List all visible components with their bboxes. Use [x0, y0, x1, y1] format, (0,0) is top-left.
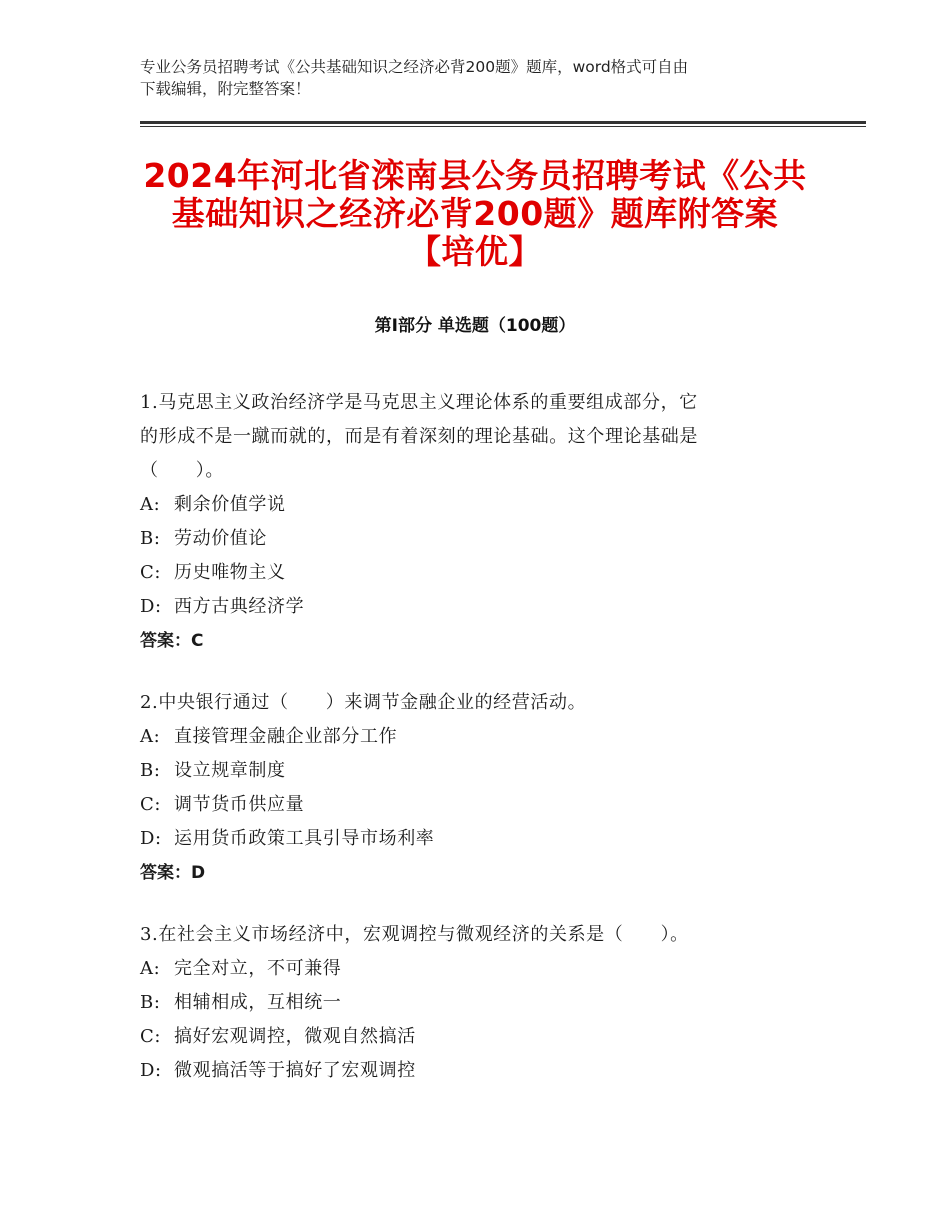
question-1-answer: 答案：C	[140, 631, 204, 651]
option-text: 设立规章制度	[174, 760, 286, 781]
question-2-answer: 答案：D	[140, 863, 206, 883]
question-2-option-b	[140, 754, 810, 788]
question-1-option-c	[140, 556, 810, 590]
question-3-option-b	[140, 986, 810, 1020]
option-text: 西方古典经济学	[174, 596, 305, 617]
question-2-option-c	[140, 788, 810, 822]
question-3-stem-line-1: 3.在社会主义市场经济中，宏观调控与微观经济的关系是（ ）。	[140, 924, 689, 945]
option-text: 剩余价值学说	[174, 494, 286, 515]
question-2-stem-line-1: 2.中央银行通过（ ）来调节金融企业的经营活动。	[140, 692, 587, 713]
option-letter: C:	[140, 562, 162, 583]
document-title-line-1: 2024年河北省滦南县公务员招聘考试《公共	[143, 156, 807, 195]
question-1	[140, 386, 810, 658]
option-letter: A:	[140, 494, 161, 515]
header-note-line-2: 下载编辑，附完整答案！	[140, 80, 311, 98]
header-note	[140, 56, 820, 100]
question-1-stem-line-1: 1.马克思主义政治经济学是马克思主义理论体系的重要组成部分，它	[140, 392, 698, 413]
question-3-option-c	[140, 1020, 810, 1054]
option-letter: C:	[140, 794, 162, 815]
option-letter: D:	[140, 1060, 162, 1081]
question-1-option-d	[140, 590, 810, 624]
question-2-option-a	[140, 720, 810, 754]
option-letter: A:	[140, 726, 161, 747]
option-letter: A:	[140, 958, 161, 979]
option-text: 调节货币供应量	[174, 794, 305, 815]
question-3-option-a	[140, 952, 810, 986]
option-letter: D:	[140, 828, 162, 849]
option-letter: D:	[140, 596, 162, 617]
option-letter: C:	[140, 1026, 162, 1047]
question-1-stem-line-2: 的形成不是一蹴而就的，而是有着深刻的理论基础。这个理论基础是	[140, 426, 698, 447]
option-text: 相辅相成，互相统一	[174, 992, 342, 1013]
question-1-stem-line-3: （ ）。	[140, 460, 224, 481]
question-list	[140, 386, 810, 1116]
question-3-option-d	[140, 1054, 810, 1088]
question-3	[140, 918, 810, 1088]
question-2-option-d	[140, 822, 810, 856]
question-1-option-b	[140, 522, 810, 556]
option-letter: B:	[140, 528, 161, 549]
option-text: 历史唯物主义	[174, 562, 286, 583]
option-text: 直接管理金融企业部分工作	[174, 726, 398, 747]
question-1-option-a	[140, 488, 810, 522]
option-text: 微观搞活等于搞好了宏观调控	[174, 1060, 416, 1081]
option-letter: B:	[140, 760, 161, 781]
section-title: 第Ⅰ部分 单选题（100题）	[374, 316, 576, 336]
document-title-line-2: 基础知识之经济必背200题》题库附答案	[171, 194, 779, 233]
document-title-line-3: 【培优】	[408, 232, 542, 271]
header-note-line-1: 专业公务员招聘考试《公共基础知识之经济必背200题》题库，word格式可自由	[140, 58, 689, 76]
option-text: 搞好宏观调控，微观自然搞活	[174, 1026, 416, 1047]
option-letter: B:	[140, 992, 161, 1013]
option-text: 完全对立，不可兼得	[174, 958, 342, 979]
document-title	[100, 157, 850, 271]
header-divider-thick	[140, 121, 866, 124]
option-text: 运用货币政策工具引导市场利率	[174, 828, 435, 849]
header-divider-thin	[140, 126, 866, 127]
question-2	[140, 686, 810, 890]
option-text: 劳动价值论	[174, 528, 267, 549]
